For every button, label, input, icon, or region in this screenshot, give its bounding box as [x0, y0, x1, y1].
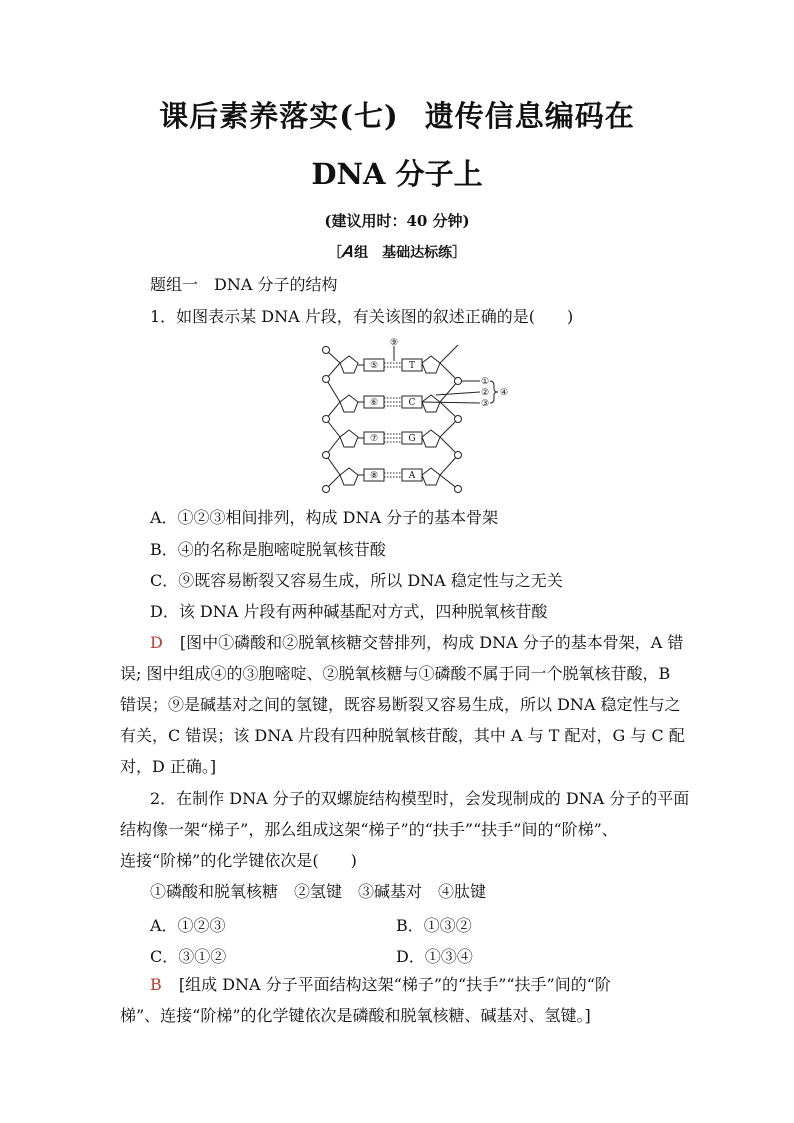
q1-explanation-line3: 错误；⑨是碱基对之间的氢键，既容易断裂又容易生成，所以 DNA 稳定性与之: [120, 695, 681, 714]
q2-explanation-text: [组成 DNA 分子平面结构这架“梯子”的“扶手”“扶手”间的“阶: [178, 975, 611, 994]
q1-option-b: B．④的名称是胞嘧啶脱氧核苷酸: [150, 540, 386, 559]
badge-bracket-close: ］: [452, 245, 467, 261]
badge-letter: A: [340, 242, 356, 261]
title-part1: 课后素养落实(七): [159, 99, 399, 133]
badge-bracket-open: ［: [327, 245, 342, 261]
q1-explanation-line2: 误; 图中组成④的③胞嘧啶、②脱氧核糖与①磷酸不属于同一个脱氧核苷酸，B: [120, 664, 671, 683]
fig-label-1: ①: [480, 377, 490, 387]
fig-label-8: ⑧: [369, 471, 379, 481]
fig-label-3: ③: [480, 399, 490, 409]
q2-stem-line2: 结构像一架“梯子”，那么组成这架“梯子”的“扶手”“扶手”间的“阶梯”、: [120, 820, 618, 839]
q2-explanation-line1: [150, 975, 675, 995]
fig-label-6: ⑥: [369, 398, 379, 408]
title-part2: 遗传信息编码在: [424, 99, 635, 133]
q2-stem-line1: 2．在制作 DNA 分子的双螺旋结构模型时，会发现制成的 DNA 分子的平面: [150, 789, 690, 808]
fig-label-9: ⑨: [389, 338, 399, 348]
q1-stem: 1．如图表示某 DNA 片段，有关该图的叙述正确的是( ): [150, 307, 574, 326]
dna-figure: [318, 337, 518, 497]
q1-explanation-line5: 对，D 正确。]: [120, 757, 217, 776]
fig-label-4: ④: [499, 388, 509, 398]
q1-explanation-text: [图中①磷酸和②脱氧核糖交替排列，构成 DNA 分子的基本骨架，A 错: [179, 633, 684, 652]
fig-label-2: ②: [480, 388, 490, 398]
q2-option-c: C．③①②: [150, 947, 227, 966]
fig-base-c: C: [408, 398, 416, 408]
fig-label-5: ⑤: [369, 361, 379, 371]
fig-base-t: T: [408, 361, 416, 371]
badge-text: 组 基础达标练: [354, 245, 453, 261]
q1-explanation-line4: 有关，C 错误；该 DNA 片段有四种脱氧核苷酸，其中 A 与 T 配对，G 与 C 配: [120, 726, 685, 745]
q2-option-a: A．①②③: [150, 916, 226, 935]
section-heading: 题组一 DNA 分子的结构: [150, 275, 338, 294]
q1-explanation-line1: [150, 633, 684, 653]
q1-answer: D: [150, 633, 163, 652]
q1-option-c: C．⑨既容易断裂又容易生成，所以 DNA 稳定性与之无关: [150, 571, 563, 590]
q2-option-b: B．①③②: [396, 916, 472, 935]
q2-explanation-line2: 梯”、连接“阶梯”的化学键依次是磷酸和脱氧核糖、碱基对、氢键。]: [120, 1006, 591, 1025]
q2-option-d: D．①③④: [396, 947, 473, 966]
fig-label-7: ⑦: [369, 434, 379, 444]
fig-base-a: A: [408, 471, 416, 481]
q1-option-d: D．该 DNA 片段有两种碱基配对方式，四种脱氧核苷酸: [150, 602, 548, 621]
group-badge: [0, 242, 794, 262]
q2-answer: B: [150, 975, 162, 994]
time-suggestion: (建议用时：40 分钟): [324, 212, 470, 230]
page-title-line2: DNA 分子上: [311, 157, 483, 191]
q1-option-a: A．①②③相间排列，构成 DNA 分子的基本骨架: [150, 508, 499, 527]
fig-base-g: G: [408, 434, 416, 444]
q2-items: ①磷酸和脱氧核糖 ②氢键 ③碱基对 ④肽键: [150, 882, 487, 901]
q2-stem-line3: 连接“阶梯”的化学键依次是( ): [120, 851, 357, 870]
page-title: [0, 94, 794, 135]
